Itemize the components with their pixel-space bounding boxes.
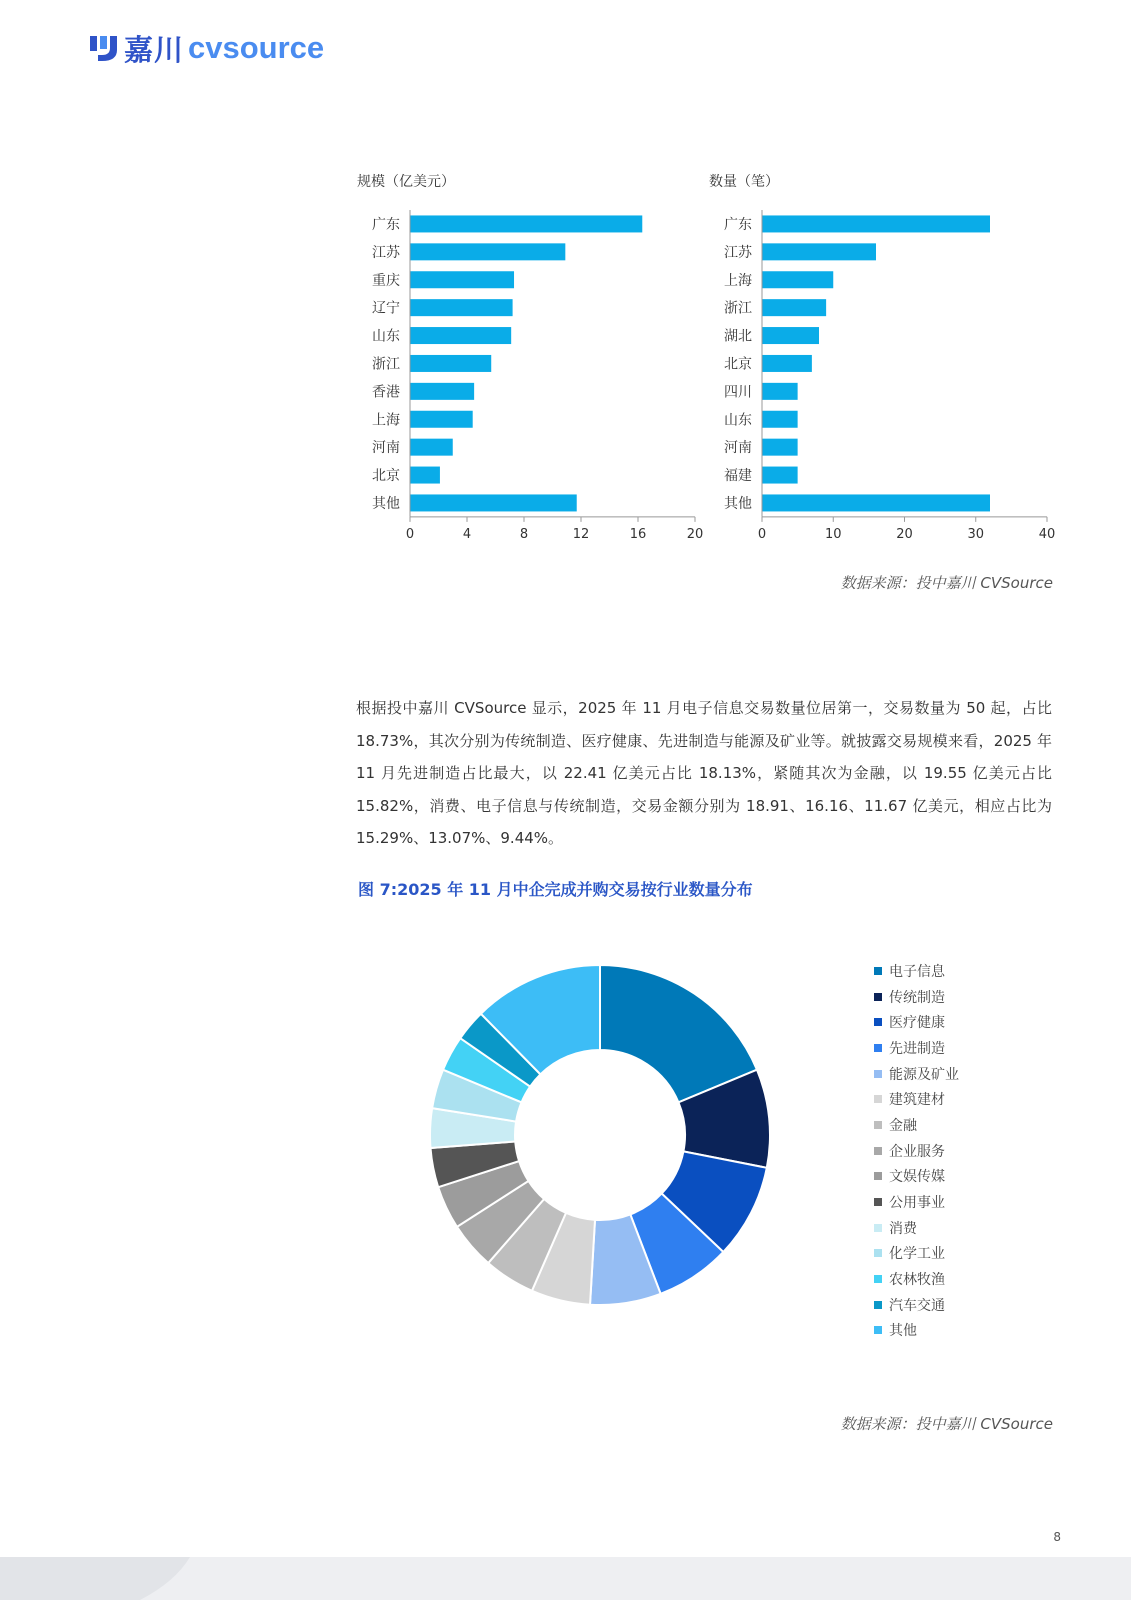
legend-item <box>874 958 959 984</box>
legend-label: 先进制造 <box>889 1040 945 1057</box>
bar-chart-count <box>707 170 1056 555</box>
donut-chart-industry <box>420 955 780 1315</box>
legend-label: 建筑建材 <box>889 1092 945 1109</box>
legend-label: 企业服务 <box>889 1143 945 1160</box>
bar-category-label: 上海 <box>372 412 400 429</box>
legend-swatch <box>874 1198 882 1206</box>
legend-swatch <box>874 1326 882 1334</box>
bar-category-label: 江苏 <box>724 244 752 261</box>
logo-english-text: cvsource <box>188 30 325 65</box>
bar-category-label: 北京 <box>372 468 400 485</box>
x-tick-label: 0 <box>405 526 415 542</box>
legend-label: 农林牧渔 <box>889 1272 945 1289</box>
bar <box>410 243 565 260</box>
logo-chinese-text: 嘉川 <box>124 32 185 67</box>
bar <box>410 467 440 484</box>
legend-swatch <box>874 1275 882 1283</box>
legend-label: 传统制造 <box>889 989 945 1006</box>
bar <box>762 327 819 344</box>
legend-item <box>874 1035 959 1061</box>
bar <box>410 383 474 400</box>
bar-chart-scale <box>355 170 705 555</box>
legend-label: 文娱传媒 <box>889 1169 945 1186</box>
legend-swatch <box>874 993 882 1001</box>
bar <box>762 243 876 260</box>
bar-category-label: 其他 <box>372 495 400 512</box>
bar-category-label: 浙江 <box>724 300 752 317</box>
bar <box>410 215 642 232</box>
legend-item <box>874 1215 959 1241</box>
legend-swatch <box>874 1121 882 1129</box>
bar-category-label: 福建 <box>724 468 752 485</box>
x-tick-label: 10 <box>824 526 842 542</box>
legend-item <box>874 1086 959 1112</box>
donut-chart-source: 数据来源：投中嘉川 CVSource <box>840 1415 1053 1433</box>
bar-category-label: 四川 <box>724 384 752 401</box>
legend-item <box>874 1061 959 1087</box>
bar-category-label: 广东 <box>724 216 752 233</box>
logo-mark-icon <box>88 33 118 63</box>
legend-item <box>874 1266 959 1292</box>
bar <box>410 327 511 344</box>
legend-swatch <box>874 1301 882 1309</box>
bar <box>762 299 826 316</box>
x-tick-label: 12 <box>572 526 590 542</box>
bar-category-label: 广东 <box>372 216 400 233</box>
bar <box>410 271 514 288</box>
bar-category-label: 浙江 <box>372 356 400 373</box>
bar <box>410 439 453 456</box>
x-tick-label: 8 <box>519 526 529 542</box>
x-tick-label: 40 <box>1038 526 1056 542</box>
x-tick-label: 20 <box>896 526 913 542</box>
bar-category-label: 江苏 <box>372 244 400 261</box>
bar-category-label: 辽宁 <box>372 300 400 317</box>
bar <box>762 215 990 232</box>
bar <box>762 467 798 484</box>
legend-label: 能源及矿业 <box>889 1066 959 1083</box>
bar <box>410 411 473 428</box>
bar-category-label: 山东 <box>724 412 752 429</box>
bar <box>762 411 798 428</box>
bar <box>762 383 798 400</box>
legend-item <box>874 1189 959 1215</box>
legend-swatch <box>874 967 882 975</box>
legend-swatch <box>874 1249 882 1257</box>
legend-swatch <box>874 1095 882 1103</box>
legend-label: 其他 <box>889 1323 917 1340</box>
legend-item <box>874 1009 959 1035</box>
brand-logo <box>88 30 324 66</box>
figure-title: 图 7:2025 年 11 月中企完成并购交易按行业数量分布 <box>358 880 753 899</box>
legend-item <box>874 984 959 1010</box>
bar <box>410 299 513 316</box>
legend-label: 汽车交通 <box>889 1297 945 1314</box>
bar-category-label: 河南 <box>724 440 752 457</box>
bar-category-label: 湖北 <box>724 328 752 345</box>
bar <box>762 271 833 288</box>
legend-item <box>874 1164 959 1190</box>
bar-category-label: 重庆 <box>372 272 400 289</box>
bar <box>762 439 798 456</box>
page-footer-band <box>0 1557 1131 1600</box>
legend-label: 电子信息 <box>889 963 945 980</box>
x-tick-label: 0 <box>757 526 767 542</box>
legend-swatch <box>874 1147 882 1155</box>
bar-category-label: 上海 <box>724 272 752 289</box>
legend-item <box>874 1292 959 1318</box>
legend-item <box>874 1318 959 1344</box>
legend-label: 医疗健康 <box>889 1015 945 1032</box>
bar-category-label: 北京 <box>724 356 752 373</box>
legend-swatch <box>874 1018 882 1026</box>
bar-category-label: 山东 <box>372 328 400 345</box>
bar-category-label: 河南 <box>372 440 400 457</box>
body-paragraph: 根据投中嘉川 CVSource 显示，2025 年 11 月电子信息交易数量位居第一，交易数量为 50 起，占比 18.73%，其次分别为传统制造、医疗健康、先进制造与能源及矿业等。就披露交易规模来看，2025 年 11 月先进制造占比最大，以 22.41 亿美元占比 18.13%，紧随其次为金融，以 19.55 亿美元占比 15.82%，消费、电子信息与传统制造，交易金额分别为 18.91、16.16、11.67 亿美元，相应占比为 15.29%、13.07%、9.44%。 <box>356 699 1052 847</box>
legend-label: 化学工业 <box>889 1246 945 1263</box>
legend-label: 消费 <box>889 1220 917 1237</box>
bar <box>762 355 812 372</box>
bar-chart-title: 数量（笔） <box>709 174 779 190</box>
bar <box>410 355 491 372</box>
legend-swatch <box>874 1070 882 1078</box>
bar <box>410 494 577 511</box>
legend-swatch <box>874 1172 882 1180</box>
x-tick-label: 20 <box>686 526 704 542</box>
legend-swatch <box>874 1044 882 1052</box>
legend-item <box>874 1112 959 1138</box>
x-tick-label: 16 <box>629 526 647 542</box>
bar-category-label: 香港 <box>372 384 400 401</box>
legend-swatch <box>874 1224 882 1232</box>
legend-item <box>874 1138 959 1164</box>
bar <box>762 494 990 511</box>
x-tick-label: 4 <box>462 526 472 542</box>
x-tick-label: 30 <box>967 526 985 542</box>
bar-chart-source: 数据来源：投中嘉川 CVSource <box>840 574 1053 592</box>
bar-chart-title: 规模（亿美元） <box>357 174 455 190</box>
legend-item <box>874 1241 959 1267</box>
bar-category-label: 其他 <box>724 495 752 512</box>
legend-label: 金融 <box>889 1117 917 1134</box>
page-number: 8 <box>1053 1530 1061 1544</box>
legend-label: 公用事业 <box>889 1195 945 1212</box>
footer-curve-decoration <box>0 1557 230 1600</box>
donut-legend <box>874 958 959 1343</box>
